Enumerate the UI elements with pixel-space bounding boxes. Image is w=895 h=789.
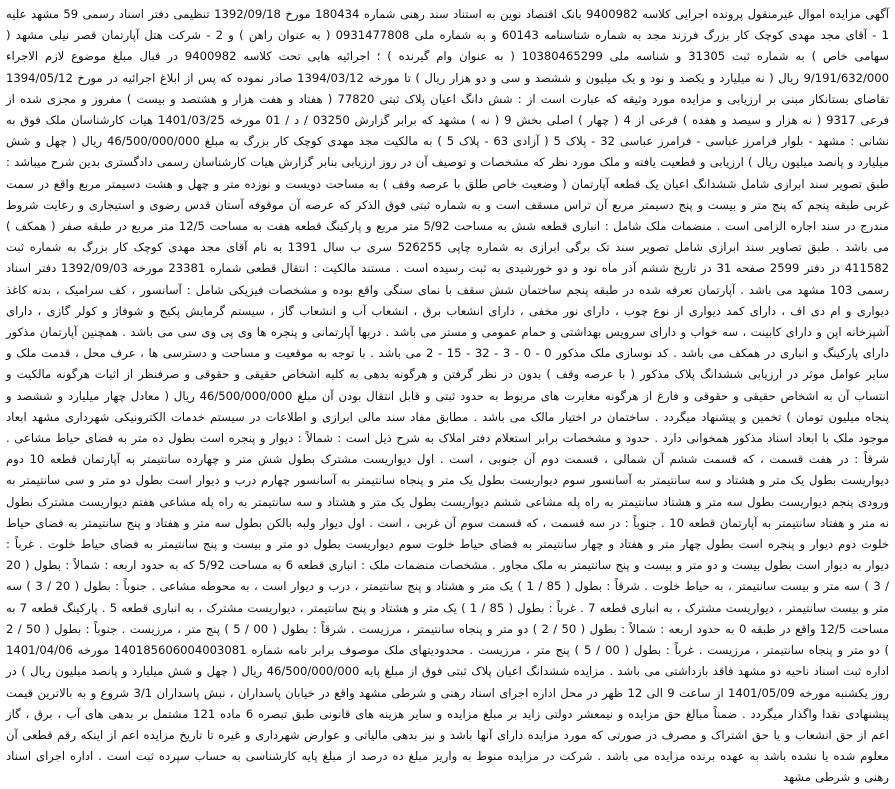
auction-notice-text: آگهی مزایده اموال غیرمنقول پرونده اجرایی کلاسه 9400982 بانک اقتصاد نوین به استناد سند رهنی شماره 180434 مورخ 1392/09/18 تنظیمی دفتر اسناد رسمی 59 مشهد علیه 1 - آقای مجد مهدی کوچک کار بزرگ فرزند مجد به شماره شناسنامه 60143 و به شماره ملی 0931477808 ( به عنوان راهن ) و 2 - شرکت هتل آپارتمان قصر نیلی مشهد ( سهامی خاص ) به شماره ثبت 31305 و شناسه ملی 10380465299 ( به عنوان وام گیرنده ) ؛ اجرائیه هایی تحت کلاسه 9400982 در قبال مبلغ موضوع لازم الاجراء 9/191/632/000 ریال ( نه میلیارد و یکصد و نود و یک میلیون و ششصد و سی و دو هزار ریال ) تا مورخه 1394/03/12 صادر نموده که پس از ابلاغ اجرائیه در مورخ 1394/05/12 تقاضای بستانکار مبنی بر ارزیابی و مزایده مورد وثیقه که عبارت است از : شش دانگ اعیان پلاک ثبتی 77820 ( هفتاد و هفت هزار و هشتصد و بیست ) مفروز و مجزی شده از فرعی 9317 ( نه هزار و سیصد و هفده ) فرعی از 4 ( چهار ) اصلی بخش 9 ( نه ) مشهد که برابر گزارش 03250 / د / 01 مورخه 1401/03/25 هیات کارشناسان ملک فوق به نشانی : مشهد - بلوار فرامرز عباسی - فرامرز عباسی 32 - پلاک 5 ( آزادی 63 - پلاک 5 ) به مالکیت مجد مهدی کوچک کار بزرگ به مبلغ 46/500/000/000 ریال ( چهل و شش میلیارد و پانصد میلیون ریال ) ارزیابی و قطعیت یافته و ملک مورد نظر که مشخصات و توصیف آن در روز ارزیابی بنابر گزارش هیات کارشناسان رسمی دادگستری بدین شرح میباشد : طبق تصویر سند ابرازی شامل ششدانگ اعیان یک قطعه آپارتمان ( وضعیت خاص طلق با عرصه وقف ) به مساحت دویست و نوزده متر و چهل و هشت دسیمتر مربع واقع در سمت غربی طبقه پنجم که پنج متر و بیست و پنج دسیمتر مربع آن تراس مسقف است و به شماره ثبتی فوق الذکر که عرصه آن موقوفه آستان قدس رضوی و استیجاری و رعایت شروط مندرج در سند اجاره الزامی است . منضمات ملک شامل : انباری قطعه شش به مساحت 5/92 متر مربع و پارکینگ قطعه هفت به مساحت 12/5 متر مربع در طبقه صفر ( همکف ) می باشد . طبق تصاویر سند ابرازی شامل تصویر سند تک برگی ابرازی به شماره چاپی 526255 سری ب سال 1391 به نام آقای مجد مهدی کوچک کار بزرگ به شماره ثبت 411582 در دفتر 2599 صفحه 31 در تاریخ ششم آذر ماه نود و دو خورشیدی به ثبت رسیده است . مستند مالکیت : انتقال قطعی شماره 23381 مورخه 1392/09/03 دفتر اسناد رسمی 103 مشهد می باشد . آپارتمان تعرفه شده در طبقه پنجم ساختمان شش سقف با نمای سنگی واقع بوده و مشخصات فیزیکی شامل : آسانسور ، کف سرامیک ، بدنه کاغذ دیواری و ام دی اف ، دارای کمد دیواری از نوع چوب ، دارای نور مخفی ، دارای انشعاب برق ، انشعاب آب و انشعاب گاز ، سیستم گرمایش پکیج و شوفاژ و کولر گازی ، دارای آشپزخانه اپن و دارای کابینت ، سه خواب و دارای سرویس بهداشتی و حمام عمومی و مستر می باشد . دربها آپارتمانی و پنجره ها وی پی وی سی می باشد . همچنین آپارتمان مذکور دارای پارکینگ و انباری در همکف می باشد . کد نوسازی ملک مذکور 0 - 0 - 3 - 32 - 15 - 2 می باشد . با توجه به موقعیت و مساحت و دسترسی ها ، عرف محل ، قدمت ملک و سایر عوامل موثر در ارزیابی ششدانگ پلاک مذکور ( با عرصه وقف ) بدون در نظر گرفتن و هرگونه بدهی به کلیه اشخاص حقیقی و حقوقی و صرفنظر از اثبات هرگونه مالکیت و انتساب آن به اشخاص حقیقی و حقوقی و فارغ از هرگونه مغایرت های مربوط به حدود ثبتی و قابل انتقال بودن آن مبلغ 46/500/000/000 ریال ( معادل چهار میلیارد و ششصد و پنجاه میلیون تومان ) تخمین و پیشنهاد میگردد . ساختمان در اختیار مالک می باشد . مطابق مفاد سند مالی ابرازی و اطلاعات در سیستم خدمات الکترونیکی شهرداری مشهد ابعاد موجود ملک با ابعاد اسناد مذکور همخوانی دارد . حدود و مشخصات برابر استعلام دفتر املاک به شرح ذیل است : شمالاً : دیوار و پنجره است بطول ده متر به فضای حیاط مشاعی . شرقاً : در هفت قسمت ، که قسمت ششم آن شمالی ، قسمت دوم آن جنوبی ، است . اول دیواریست مشترک بطول شش متر و چهارده سانتیمتر به آپارتمان قطعه 10 دوم دیواریست بطول یک متر و هشتاد و سه سانتیمتر به آسانسور سوم دیواریست بطول یک متر و پنجاه سانتیمتر به آسانسور چهارم درب و دیوار است بطول دو متر و سی سانتیمتر به ورودی پنجم دیواریست بطول سه متر و هشتاد سانتیمتر به راه پله مشاعی ششم دیواریست بطول یک متر و هشتاد و سه سانتیمتر به راه پله مشاعی هفتم دیواریست مشترک بطول نه متر و هفتاد سانتیمتر به آپارتمان قطعه 10 . جنوباً : در سه قسمت ، که قسمت سوم آن غربی ، است . اول دیوار ولبه بالکن بطول سه متر و هفتاد و پنج سانتیمتر به فضای حیاط خلوت دوم دیوار و پنجره است بطول چهار متر و هفتاد و چهار سانتیمتر به فضای حیاط خلوت سوم دیواریست بطول دو متر و بیست و پنج سانتیمتر به فضای حیاط خلوت . غرباً : دیوار به دیوار است بطول بیست و دو متر و بیست و پنج سانتیمتر به ملک مجاور . مشخصات منضمات ملک : انباری قطعه 6 به مساحت 5/92 که به حدود اربعه : شمالاً : بطول ( 20 / 3 ) سه متر و بیست سانتیمتر ، به حیاط خلوت . شرقاً : بطول ( 85 / 1 ) یک متر و هشتاد و پنج سانتیمتر ، درب و دیوار است ، به محوطه مشاعی . جنوباً : بطول ( 20 / 3 ) سه متر و بیست سانتیمتر ، دیواریست مشترک ، به انباری قطعه 7 . غرباً : بطول ( 85 / 1 ) یک متر و هشتاد و پنج سانتیمتر ، دیواریست مشترک ، به انباری قطعه 5 . پارکینگ قطعه 7 به مساحت 12/5 واقع در طبقه 0 به حدود اربعه : شمالاً : بطول ( 50 / 2 ) دو متر و پنجاه سانتیمتر ، مرزیست . شرقاً : بطول ( 00 / 5 ) پنج متر ، مرزیست . جنوباً : بطول ( 50 / 2 ) دو متر و پنجاه سانتیمتر ، مرزیست . غرباً : بطول ( 00 / 5 ) پنج متر ، مرزیست . محدودیتهای ملک موصوف برابر نامه شماره 140185606004003081 مورخه 1401/04/06 اداره ثبت اسناد ناحیه دو مشهد فاقد بازداشتی می باشد . مزایده ششدانگ اعیان پلاک ثبتی فوق از مبلغ پایه 46/500/000/000 ریال ( چهل و شش میلیارد و پانصد میلیون ریال ) در روز یکشنبه مورخه 1401/05/09 از ساعت 9 الی 12 ظهر در محل اداره اجرای اسناد رهنی و شرطی مشهد واقع در خیابان پاسداران ، نبش پاسداران 3/1 شروع و به بالاترین قیمت پیشنهادی نقدا واگذار میگردد . ضمناً مبالغ حق مزایده و نیمعشر دولتی زاید بر مبلغ مزایده و سایر هزینه های قانونی طبق تبصره 6 ماده 121 مشتمل بر بدهی های آب ، برق ، گاز اعم از حق انشعاب و یا حق اشتراک و مصرف در صورتی که مورد مزایده دارای آنها باشد و نیز بدهی مالیاتی و عوارض شهرداری و غیره تا تاریخ مزایده اعم از اینکه رقم قطعی آن معلوم شده یا نشده باشد به عهده برنده مزایده می باشد . شرکت در مزایده منوط به واریز مبلغ ده درصد از مبلغ پایه کارشناسی به حساب سپرده ثبت است . اداره اجرای اسناد رهنی و شرطی مشهد	[6, 7, 890, 785]
